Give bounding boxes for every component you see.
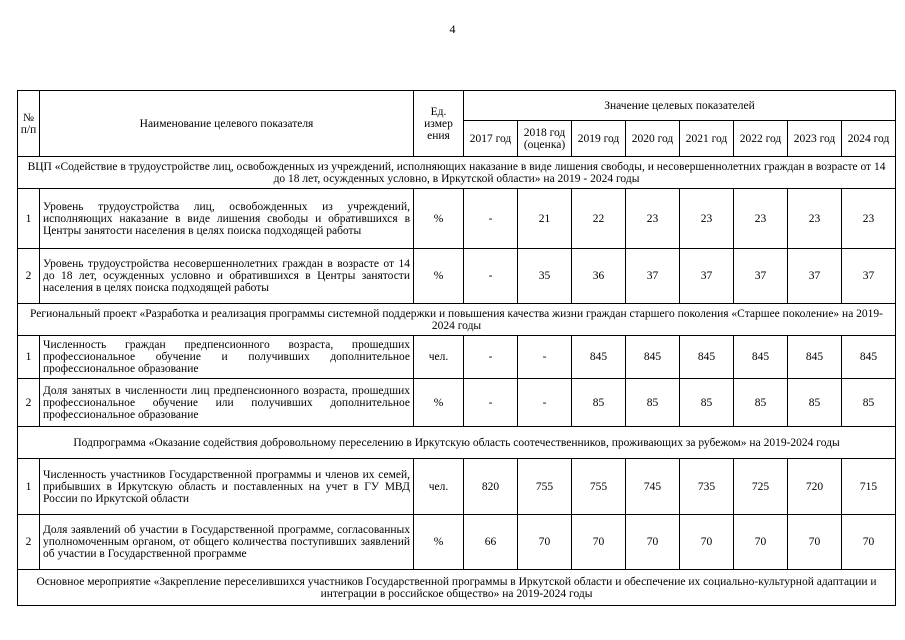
row-number: 2	[18, 515, 40, 570]
value-cell: 23	[842, 189, 896, 249]
value-cell: 70	[518, 515, 572, 570]
value-cell: 845	[734, 336, 788, 379]
year-header-3: 2020 год	[626, 121, 680, 157]
value-cell: 735	[680, 459, 734, 515]
value-cell: 725	[734, 459, 788, 515]
year-header-0: 2017 год	[464, 121, 518, 157]
indicator-name: Численность участников Государственной программы и членов их семей, прибывших в Иркутскую область и поставленных на учет в ГУ МВД России по Иркутской области	[40, 459, 414, 515]
value-cell: 70	[734, 515, 788, 570]
value-cell: 37	[680, 249, 734, 304]
row-number: 2	[18, 379, 40, 427]
section-title: Подпрограмма «Оказание содействия добровольному переселению в Иркутскую область соотечественников, проживающих за рубежом» на 2019-2024 годы	[18, 427, 896, 459]
section-header-row	[18, 427, 896, 459]
value-cell: 755	[572, 459, 626, 515]
name-column-header: Наименование целевого показателя	[40, 91, 414, 157]
value-cell: 755	[518, 459, 572, 515]
year-header-5: 2022 год	[734, 121, 788, 157]
value-cell: -	[518, 336, 572, 379]
value-cell: 37	[626, 249, 680, 304]
value-cell: 820	[464, 459, 518, 515]
value-cell: -	[464, 249, 518, 304]
value-cell: 23	[680, 189, 734, 249]
value-cell: 21	[518, 189, 572, 249]
table-row	[18, 379, 896, 427]
target-indicators-table	[17, 90, 896, 606]
value-cell: 70	[842, 515, 896, 570]
section-title: Региональный проект «Разработка и реализация программы системной поддержки и повышения качества жизни граждан старшего поколения «Старшее поколение» на 2019-2024 годы	[18, 304, 896, 336]
unit-cell: чел.	[414, 459, 464, 515]
value-cell: 37	[788, 249, 842, 304]
value-cell: 85	[734, 379, 788, 427]
value-cell: 23	[626, 189, 680, 249]
year-header-4: 2021 год	[680, 121, 734, 157]
value-cell: 22	[572, 189, 626, 249]
row-number: 2	[18, 249, 40, 304]
value-cell: 845	[842, 336, 896, 379]
value-cell: 845	[626, 336, 680, 379]
unit-cell: %	[414, 515, 464, 570]
value-cell: 720	[788, 459, 842, 515]
value-cell: 85	[842, 379, 896, 427]
value-cell: -	[518, 379, 572, 427]
value-cell: -	[464, 189, 518, 249]
value-cell: 66	[464, 515, 518, 570]
value-cell: 36	[572, 249, 626, 304]
value-cell: 745	[626, 459, 680, 515]
value-cell: 23	[788, 189, 842, 249]
value-cell: -	[464, 379, 518, 427]
row-number: 1	[18, 189, 40, 249]
section-title: ВЦП «Содействие в трудоустройстве лиц, освобожденных из учреждений, исполняющих наказание в виде лишения свободы, и несовершеннолетних граждан в возрасте от 14 до 18 лет, осужденных условно, в Иркутской области» на 2019 - 2024 годы	[18, 157, 896, 189]
indicator-name: Доля заявлений об участии в Государственной программе, согласованных уполномоченным органом, от общего количества поступивших заявлений об участии в Государственной программе	[40, 515, 414, 570]
table-row	[18, 515, 896, 570]
page-number: 4	[449, 22, 456, 36]
value-cell: 845	[572, 336, 626, 379]
value-cell: 23	[734, 189, 788, 249]
value-cell: 70	[680, 515, 734, 570]
values-group-header: Значение целевых показателей	[464, 91, 896, 121]
row-number: 1	[18, 336, 40, 379]
value-cell: 845	[788, 336, 842, 379]
row-number: 1	[18, 459, 40, 515]
value-cell: 35	[518, 249, 572, 304]
value-cell: 845	[680, 336, 734, 379]
header-row-top	[18, 91, 896, 121]
unit-cell: %	[414, 249, 464, 304]
table-row	[18, 249, 896, 304]
year-header-6: 2023 год	[788, 121, 842, 157]
value-cell: 85	[572, 379, 626, 427]
section-header-row	[18, 304, 896, 336]
table-row	[18, 189, 896, 249]
year-header-2: 2019 год	[572, 121, 626, 157]
unit-cell: чел.	[414, 336, 464, 379]
year-header-1: 2018 год (оценка)	[518, 121, 572, 157]
value-cell: -	[464, 336, 518, 379]
unit-cell: %	[414, 379, 464, 427]
section-header-row	[18, 157, 896, 189]
table-row	[18, 459, 896, 515]
year-header-7: 2024 год	[842, 121, 896, 157]
unit-cell: %	[414, 189, 464, 249]
section-header-row	[18, 570, 896, 606]
indicator-name: Доля занятых в численности лиц предпенсионного возраста, прошедших профессиональное обучение или получивших дополнительное профессиональное образование	[40, 379, 414, 427]
value-cell: 70	[572, 515, 626, 570]
indicator-name: Уровень трудоустройства лиц, освобожденных из учреждений, исполняющих наказание в виде лишения свободы и обратившихся в Центры занятости населения в целях поиска подходящей работы	[40, 189, 414, 249]
value-cell: 70	[788, 515, 842, 570]
value-cell: 85	[626, 379, 680, 427]
value-cell: 85	[680, 379, 734, 427]
indicator-name: Уровень трудоустройства несовершеннолетних граждан в возрасте от 14 до 18 лет, осужденных условно и обратившихся в Центры занятости населения в целях поиска подходящей работы	[40, 249, 414, 304]
value-cell: 70	[626, 515, 680, 570]
value-cell: 715	[842, 459, 896, 515]
section-title: Основное мероприятие «Закрепление переселившихся участников Государственной программы в Иркутской области и обеспечение их социально-культурной адаптации и интеграции в российское общество» на 2019-2024 годы	[18, 570, 896, 606]
value-cell: 37	[842, 249, 896, 304]
unit-column-header: Ед. измер ения	[414, 91, 464, 157]
value-cell: 85	[788, 379, 842, 427]
num-column-header: № п/п	[18, 91, 40, 157]
indicator-name: Численность граждан предпенсионного возраста, прошедших профессиональное обучение и получивших дополнительное профессиональное образование	[40, 336, 414, 379]
value-cell: 37	[734, 249, 788, 304]
table-row	[18, 336, 896, 379]
